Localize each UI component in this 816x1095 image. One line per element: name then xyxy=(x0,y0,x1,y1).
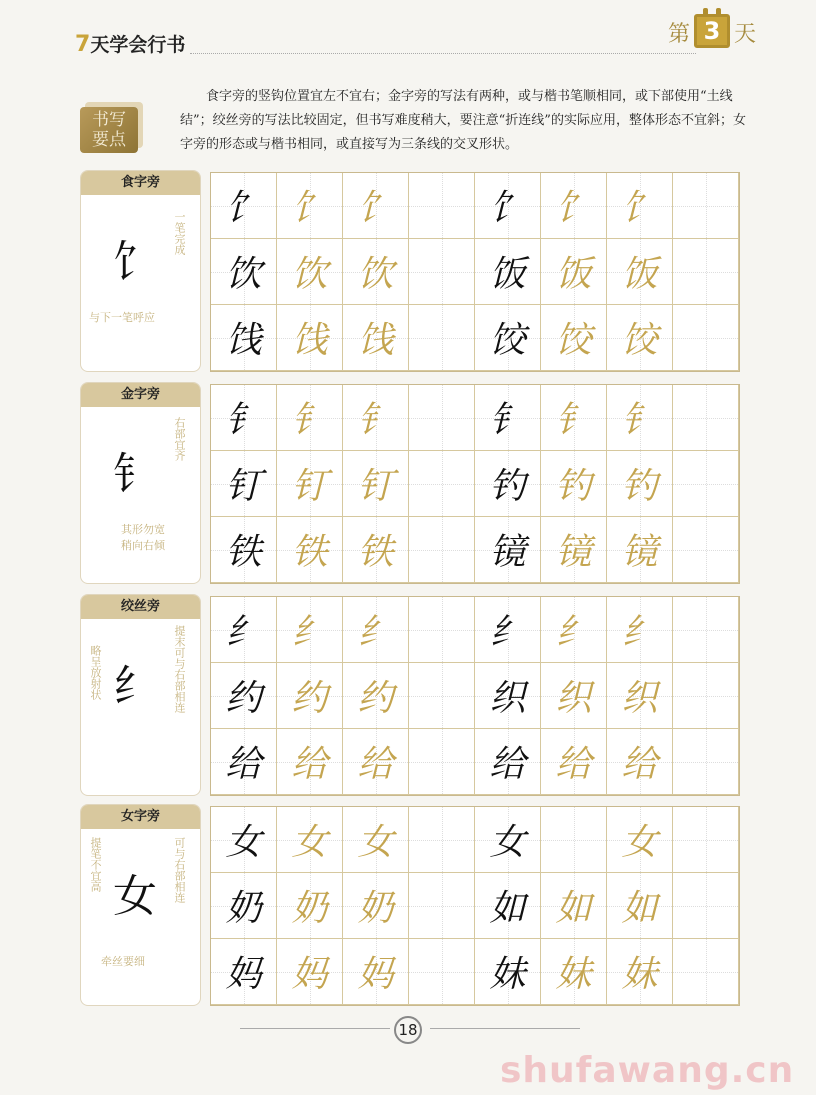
practice-character: 钅 xyxy=(225,400,262,441)
stroke-note: 提笔不宜高 xyxy=(89,837,102,892)
practice-cell[interactable] xyxy=(607,663,673,729)
practice-cell[interactable] xyxy=(211,873,277,939)
practice-grid xyxy=(210,172,740,372)
practice-cell[interactable] xyxy=(475,807,541,873)
practice-cell[interactable] xyxy=(343,517,409,583)
practice-cell[interactable] xyxy=(607,807,673,873)
practice-cell[interactable] xyxy=(277,305,343,371)
practice-cell[interactable] xyxy=(409,517,475,583)
practice-cell[interactable] xyxy=(211,451,277,517)
practice-cell[interactable] xyxy=(277,173,343,239)
practice-cell[interactable] xyxy=(343,239,409,305)
practice-grid xyxy=(210,596,740,796)
practice-cell[interactable] xyxy=(277,807,343,873)
practice-cell[interactable] xyxy=(475,451,541,517)
practice-cell[interactable] xyxy=(211,807,277,873)
practice-cell[interactable] xyxy=(409,173,475,239)
practice-character: 如 xyxy=(555,888,592,929)
practice-cell[interactable] xyxy=(409,597,475,663)
practice-character: 给 xyxy=(621,744,658,785)
practice-cell[interactable] xyxy=(343,385,409,451)
practice-cell[interactable] xyxy=(607,305,673,371)
radical-title: 食字旁 xyxy=(81,171,200,195)
practice-character: 奶 xyxy=(357,888,394,929)
practice-cell[interactable] xyxy=(343,729,409,795)
practice-cell[interactable] xyxy=(277,597,343,663)
writing-points-badge: 书写 要点 xyxy=(80,107,138,153)
practice-character: 饮 xyxy=(291,254,328,295)
practice-cell[interactable] xyxy=(541,305,607,371)
practice-character: 纟 xyxy=(291,612,328,653)
practice-cell[interactable] xyxy=(409,807,475,873)
practice-cell[interactable] xyxy=(475,939,541,1005)
practice-cell[interactable] xyxy=(541,597,607,663)
practice-character: 给 xyxy=(291,744,328,785)
practice-character: 妹 xyxy=(621,954,658,995)
practice-cell[interactable] xyxy=(343,305,409,371)
practice-cell[interactable] xyxy=(673,451,739,517)
practice-cell[interactable] xyxy=(673,873,739,939)
practice-cell[interactable] xyxy=(409,451,475,517)
practice-character: 饺 xyxy=(555,320,592,361)
stroke-note: 稍向右倾 xyxy=(121,539,165,552)
practice-cell[interactable] xyxy=(409,385,475,451)
practice-character: 妈 xyxy=(225,954,262,995)
practice-character: 女 xyxy=(291,822,328,863)
practice-cell[interactable] xyxy=(409,939,475,1005)
practice-character: 铁 xyxy=(291,532,328,573)
practice-character: 钉 xyxy=(291,466,328,507)
practice-cell[interactable] xyxy=(607,173,673,239)
stroke-note: 右部宜齐 xyxy=(173,417,186,461)
practice-character: 饺 xyxy=(489,320,526,361)
practice-character: 纟 xyxy=(225,612,262,653)
practice-character: 妈 xyxy=(291,954,328,995)
practice-character: 饺 xyxy=(621,320,658,361)
practice-cell[interactable] xyxy=(475,729,541,795)
practice-character: 钓 xyxy=(555,466,592,507)
stroke-note: 略呈放射状 xyxy=(89,645,102,700)
practice-cell[interactable] xyxy=(541,451,607,517)
practice-cell[interactable] xyxy=(409,873,475,939)
calendar-icon: 3 xyxy=(694,14,730,48)
practice-character: 女 xyxy=(489,822,526,863)
practice-character: 钅 xyxy=(555,400,592,441)
practice-cell[interactable] xyxy=(211,663,277,729)
practice-character: 饣 xyxy=(621,188,658,229)
radical-example: 钅 xyxy=(113,449,157,500)
practice-character: 钅 xyxy=(291,400,328,441)
practice-cell[interactable] xyxy=(211,517,277,583)
practice-character: 织 xyxy=(555,678,592,719)
practice-character: 镜 xyxy=(621,532,658,573)
radical-title: 金字旁 xyxy=(81,383,200,407)
header-rule xyxy=(190,53,696,54)
practice-cell[interactable] xyxy=(541,239,607,305)
stroke-note: 牵丝要细 xyxy=(101,955,145,968)
practice-cell[interactable] xyxy=(343,597,409,663)
practice-character: 饯 xyxy=(291,320,328,361)
practice-cell[interactable] xyxy=(475,305,541,371)
practice-cell[interactable] xyxy=(673,385,739,451)
practice-cell[interactable] xyxy=(673,517,739,583)
practice-character: 给 xyxy=(555,744,592,785)
practice-cell[interactable] xyxy=(475,385,541,451)
practice-cell[interactable] xyxy=(409,729,475,795)
practice-cell[interactable] xyxy=(673,939,739,1005)
practice-cell[interactable] xyxy=(607,451,673,517)
practice-character: 钉 xyxy=(357,466,394,507)
practice-cell[interactable] xyxy=(541,173,607,239)
practice-cell[interactable] xyxy=(607,729,673,795)
practice-character: 钅 xyxy=(621,400,658,441)
practice-cell[interactable] xyxy=(211,729,277,795)
practice-character: 给 xyxy=(357,744,394,785)
radical-panel xyxy=(80,382,201,584)
practice-cell[interactable] xyxy=(607,873,673,939)
practice-character: 纟 xyxy=(357,612,394,653)
practice-cell[interactable] xyxy=(475,873,541,939)
radical-panel xyxy=(80,804,201,1006)
radical-title: 女字旁 xyxy=(81,805,200,829)
practice-character: 饮 xyxy=(357,254,394,295)
practice-cell[interactable] xyxy=(409,663,475,729)
day-indicator: 第 3 天 xyxy=(668,14,756,48)
practice-cell[interactable] xyxy=(673,239,739,305)
practice-character: 纟 xyxy=(621,612,658,653)
practice-character: 饯 xyxy=(357,320,394,361)
practice-cell[interactable] xyxy=(211,305,277,371)
book-title: 7天学会行书 xyxy=(75,32,186,57)
practice-cell[interactable] xyxy=(277,873,343,939)
practice-grid xyxy=(210,806,740,1006)
practice-character: 钅 xyxy=(357,400,394,441)
radical-panel xyxy=(80,170,201,372)
practice-cell[interactable] xyxy=(673,173,739,239)
footer-rule xyxy=(430,1028,580,1029)
stroke-note: 可与右部相连 xyxy=(173,837,186,903)
practice-character: 妹 xyxy=(489,954,526,995)
practice-cell[interactable] xyxy=(541,729,607,795)
practice-cell[interactable] xyxy=(475,663,541,729)
practice-cell[interactable] xyxy=(211,173,277,239)
practice-character: 织 xyxy=(489,678,526,719)
practice-cell[interactable] xyxy=(475,597,541,663)
practice-character: 织 xyxy=(621,678,658,719)
practice-character: 给 xyxy=(489,744,526,785)
footer xyxy=(0,1016,816,1044)
practice-cell[interactable] xyxy=(277,729,343,795)
practice-cell[interactable] xyxy=(343,451,409,517)
radical-panel xyxy=(80,594,201,796)
practice-cell[interactable] xyxy=(211,385,277,451)
practice-cell[interactable] xyxy=(607,939,673,1005)
practice-character: 饣 xyxy=(489,188,526,229)
practice-cell[interactable] xyxy=(607,385,673,451)
practice-cell[interactable] xyxy=(541,385,607,451)
practice-character: 妈 xyxy=(357,954,394,995)
practice-character: 饭 xyxy=(489,254,526,295)
practice-cell[interactable] xyxy=(343,873,409,939)
footer-rule xyxy=(240,1028,390,1029)
stroke-note: 提末可与右部相连 xyxy=(173,625,186,713)
practice-character: 纟 xyxy=(489,612,526,653)
practice-character: 约 xyxy=(357,678,394,719)
practice-character: 镜 xyxy=(555,532,592,573)
practice-cell[interactable] xyxy=(409,305,475,371)
practice-character: 饣 xyxy=(555,188,592,229)
practice-cell[interactable] xyxy=(211,597,277,663)
stroke-note: 与下一笔呼应 xyxy=(89,311,155,324)
practice-cell[interactable] xyxy=(541,873,607,939)
practice-cell[interactable] xyxy=(277,939,343,1005)
practice-character: 饮 xyxy=(225,254,262,295)
practice-character: 纟 xyxy=(555,612,592,653)
practice-cell[interactable] xyxy=(541,517,607,583)
stroke-note: 一笔完成 xyxy=(173,211,186,255)
practice-character: 约 xyxy=(225,678,262,719)
practice-cell[interactable] xyxy=(343,173,409,239)
practice-cell[interactable] xyxy=(277,385,343,451)
practice-cell[interactable] xyxy=(673,729,739,795)
practice-cell[interactable] xyxy=(607,517,673,583)
practice-cell[interactable] xyxy=(607,597,673,663)
practice-grid xyxy=(210,384,740,584)
page-number: 18 xyxy=(394,1016,422,1044)
practice-character: 妹 xyxy=(555,954,592,995)
practice-character: 镜 xyxy=(489,532,526,573)
practice-cell[interactable] xyxy=(277,517,343,583)
intro-text: 食字旁的竖钩位置宜左不宜右；金字旁的写法有两种，或与楷书笔顺相同，或下部使用“土线结”；绞丝旁的写法比较固定，但书写难度稍大，要注意“折连线”的实际应用，整体形态不宜斜；女字旁的形态或与楷书相同，或直接写为三条线的交叉形状。 xyxy=(180,89,746,152)
practice-cell[interactable] xyxy=(343,663,409,729)
practice-cell[interactable] xyxy=(277,663,343,729)
practice-character: 女 xyxy=(225,822,262,863)
practice-cell[interactable] xyxy=(673,663,739,729)
radical-title: 绞丝旁 xyxy=(81,595,200,619)
practice-character: 钓 xyxy=(489,466,526,507)
practice-character: 如 xyxy=(621,888,658,929)
practice-character: 饣 xyxy=(357,188,394,229)
practice-character: 女 xyxy=(621,822,658,863)
radical-example: 纟 xyxy=(113,661,157,712)
practice-character: 饭 xyxy=(621,254,658,295)
practice-character: 约 xyxy=(291,678,328,719)
practice-cell[interactable] xyxy=(673,305,739,371)
practice-cell[interactable] xyxy=(475,173,541,239)
practice-cell[interactable] xyxy=(277,239,343,305)
practice-character: 奶 xyxy=(291,888,328,929)
practice-cell[interactable] xyxy=(211,939,277,1005)
practice-cell[interactable] xyxy=(475,239,541,305)
practice-character: 钉 xyxy=(225,466,262,507)
practice-cell[interactable] xyxy=(409,239,475,305)
practice-cell[interactable] xyxy=(343,807,409,873)
watermark: shufawang.cn xyxy=(500,1050,795,1091)
practice-character: 饯 xyxy=(225,320,262,361)
practice-cell[interactable] xyxy=(277,451,343,517)
practice-cell[interactable] xyxy=(541,807,607,873)
practice-character: 铁 xyxy=(357,532,394,573)
radical-example: 女 xyxy=(113,871,157,922)
practice-cell[interactable] xyxy=(541,939,607,1005)
practice-character: 铁 xyxy=(225,532,262,573)
practice-character: 饣 xyxy=(291,188,328,229)
practice-character: 钅 xyxy=(489,400,526,441)
practice-character: 给 xyxy=(225,744,262,785)
radical-example: 饣 xyxy=(113,237,157,288)
practice-cell[interactable] xyxy=(673,597,739,663)
practice-cell[interactable] xyxy=(607,239,673,305)
practice-character: 女 xyxy=(357,822,394,863)
practice-cell[interactable] xyxy=(475,517,541,583)
practice-character: 饣 xyxy=(225,188,262,229)
practice-character: 钓 xyxy=(621,466,658,507)
practice-character: 如 xyxy=(489,888,526,929)
practice-character: 饭 xyxy=(555,254,592,295)
practice-cell[interactable] xyxy=(673,807,739,873)
practice-cell[interactable] xyxy=(541,663,607,729)
practice-character: 奶 xyxy=(225,888,262,929)
stroke-note: 其形勿宽 xyxy=(121,523,165,536)
practice-cell[interactable] xyxy=(211,239,277,305)
practice-cell[interactable] xyxy=(343,939,409,1005)
